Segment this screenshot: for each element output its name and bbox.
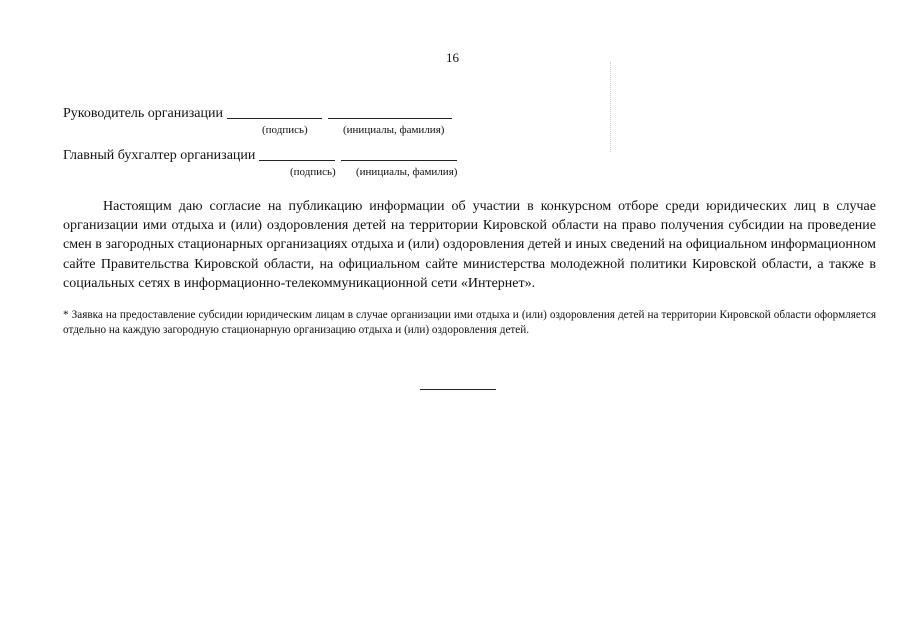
accountant-name-caption: (инициалы, фамилия) [356, 166, 458, 178]
head-name-line [328, 117, 452, 119]
accountant-signature-label: Главный бухгалтер организации [63, 148, 256, 163]
consent-paragraph: Настоящим даю согласие на публикацию информации об участии в конкурсном отборе среди юридических лиц в случае организации ими отдыха и (или) оздоровления детей на территории Кировской области на право получения субсидии на проведение смен в загородных стационарных организациях отдыха и (или) оздоровления детей и иных сведений на официальном информационном сайте Правительства Кировской области, на официальном сайте министерства молодежной политики Кировской области, а также в социальных сетях в информационно-телекоммуникационной сети «Интернет». [63, 199, 876, 291]
page-number: 16 [446, 50, 459, 65]
accountant-signature-block [63, 148, 457, 164]
head-signature-row [63, 106, 452, 122]
head-signature-caption: (подпись) [262, 124, 308, 136]
head-name-caption: (инициалы, фамилия) [343, 124, 445, 136]
scan-artifact [610, 62, 613, 152]
footnote: * Заявка на предоставление субсидии юридическим лицам в случае организации ими отдыха и (или) оздоровления детей на территории Кировской области оформляется отдельно на каждую загородную стационарную организацию отдыха и (или) оздоровления детей. [63, 309, 876, 336]
accountant-name-line [341, 159, 457, 161]
accountant-signature-row [63, 148, 457, 164]
accountant-signature-line [259, 159, 335, 161]
accountant-signature-caption: (подпись) [290, 166, 336, 178]
end-of-document-rule [420, 389, 496, 390]
head-signature-block [63, 106, 452, 122]
head-signature-label: Руководитель организации [63, 106, 223, 121]
head-signature-line [227, 117, 322, 119]
